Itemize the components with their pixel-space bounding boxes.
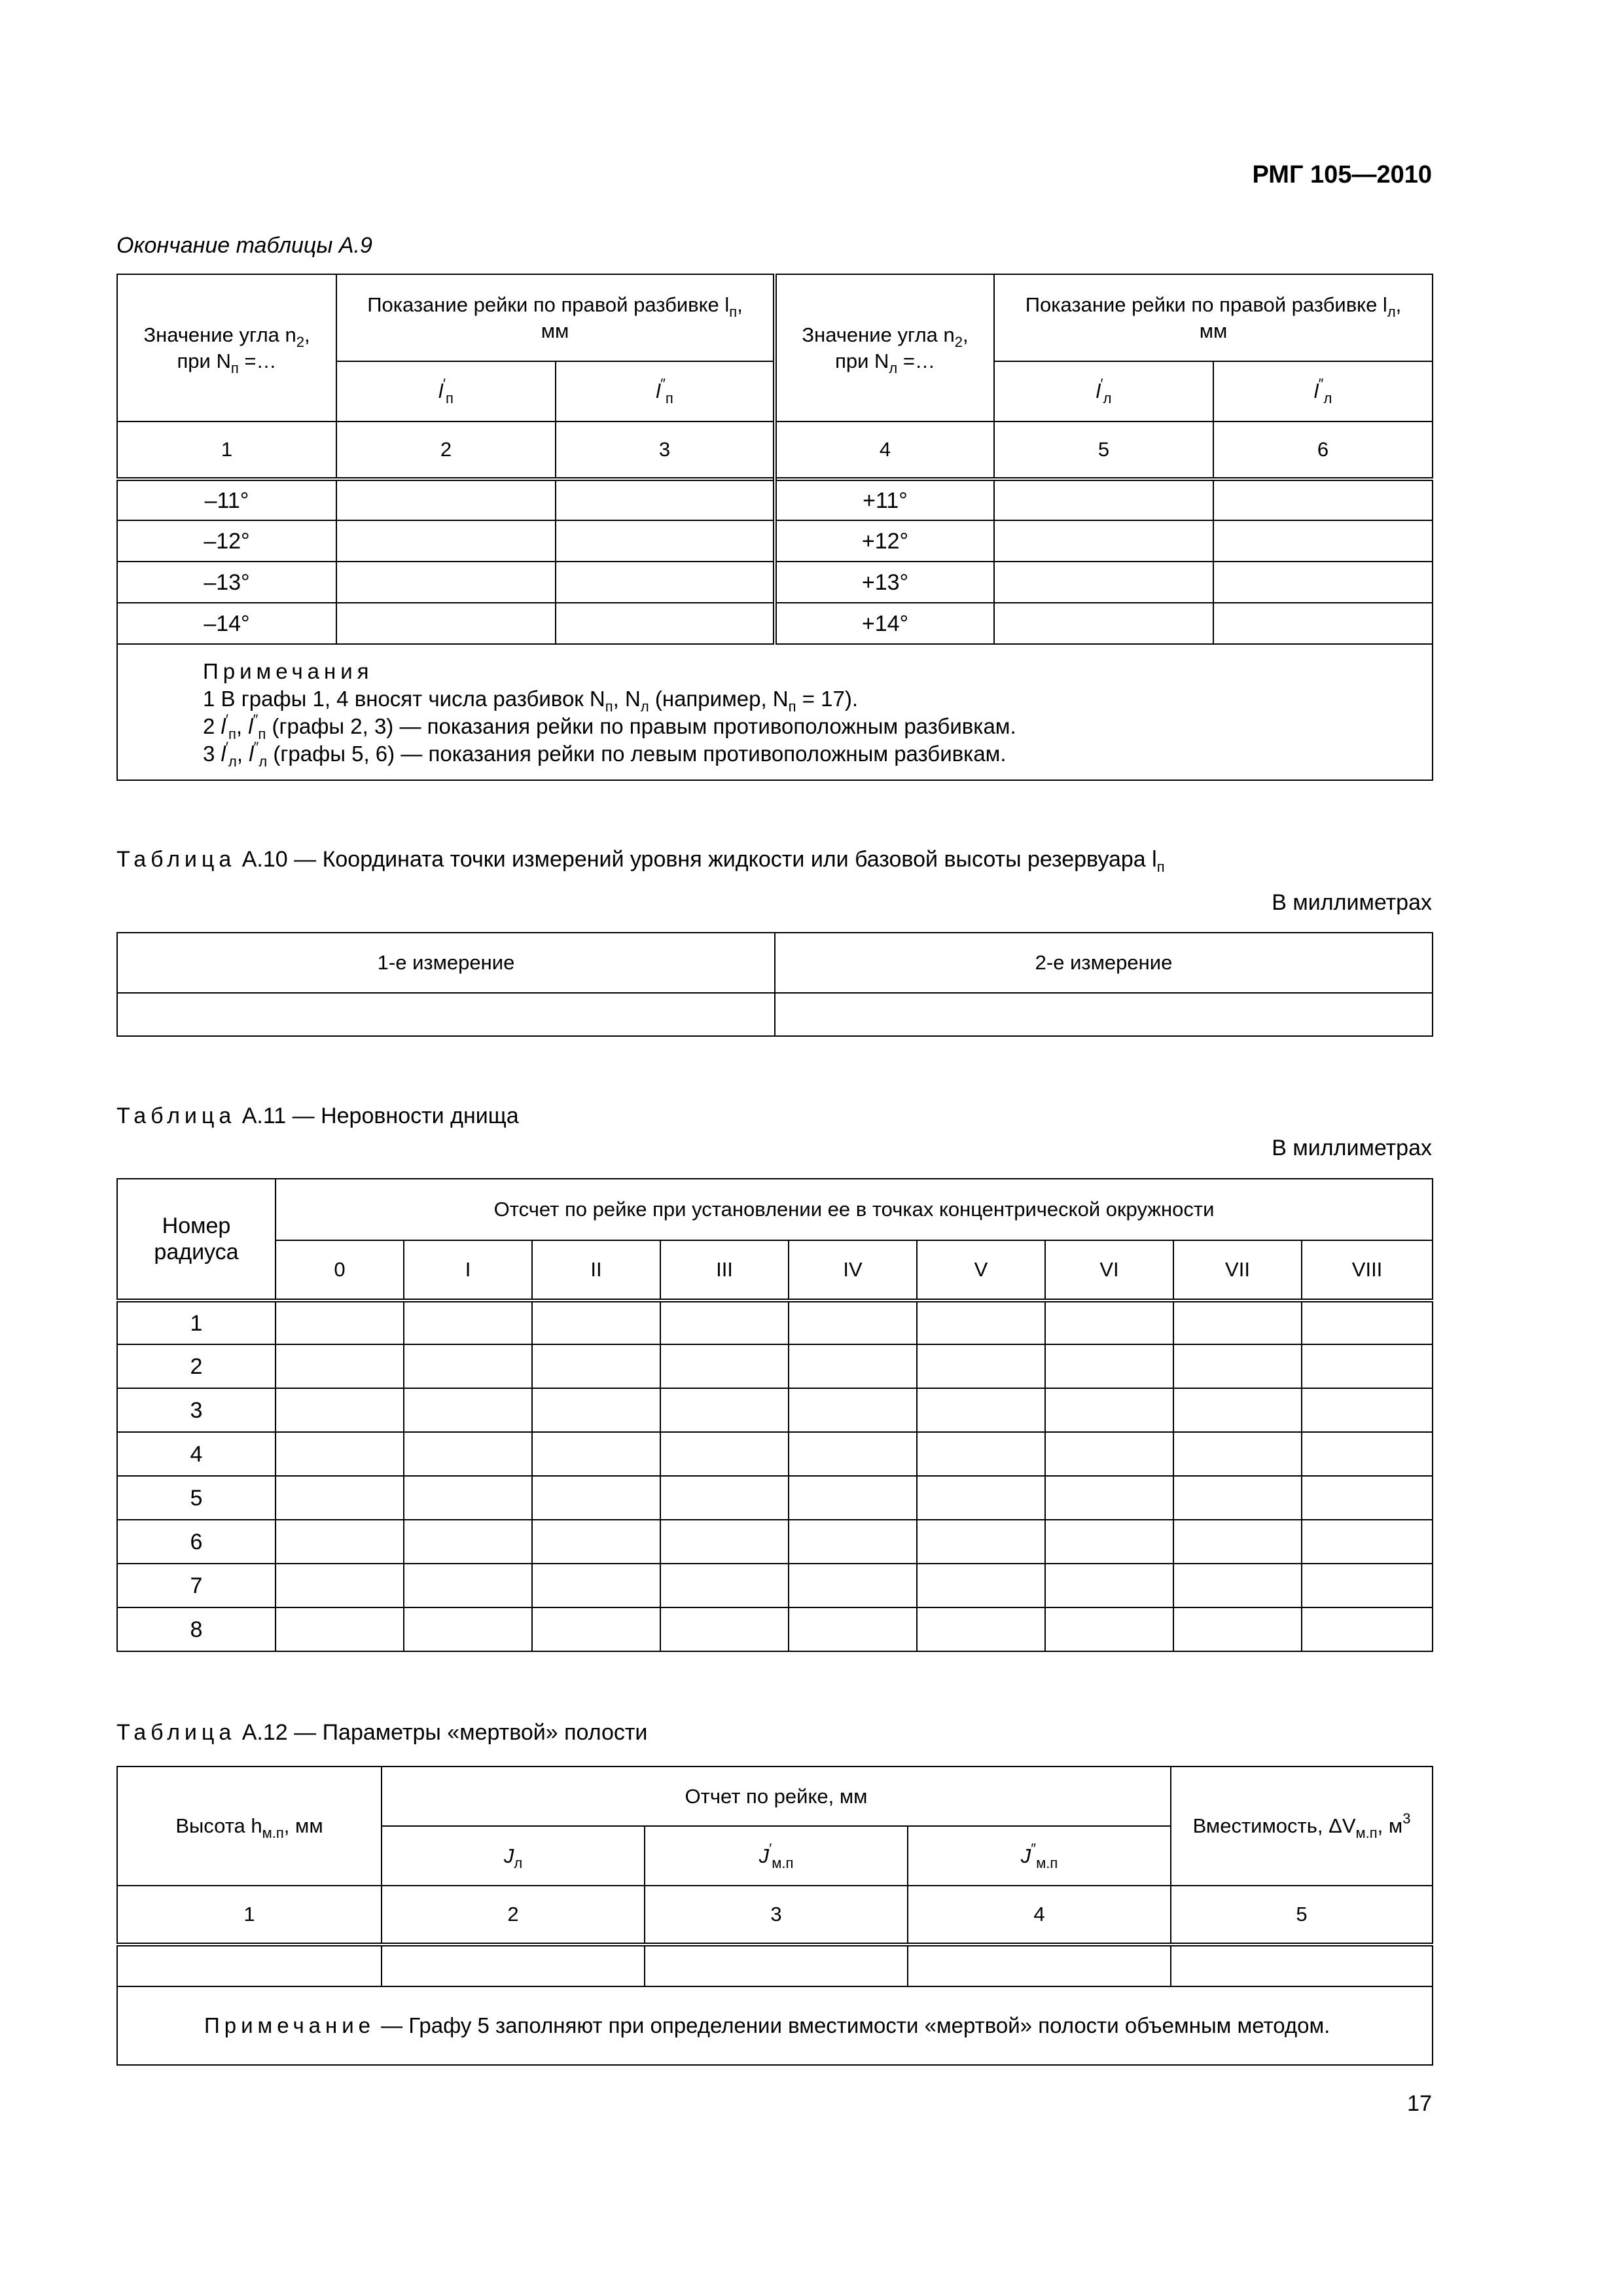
a11-cell: [789, 1520, 917, 1564]
a11-cell: [1302, 1607, 1433, 1651]
a11-cell: [1045, 1344, 1173, 1388]
a12-cell: [645, 1945, 908, 1986]
a9-angle-left: –14°: [117, 603, 336, 644]
a11-cell: [917, 1564, 1045, 1607]
a11-cell: [660, 1388, 789, 1432]
a11-radius-number: 5: [117, 1476, 276, 1520]
a11-cell: [1173, 1300, 1302, 1344]
a11-header-radius: Номер радиуса: [117, 1179, 276, 1300]
a11-cell: [1302, 1564, 1433, 1607]
a11-radius-number: 2: [117, 1344, 276, 1388]
a12-header-rail: Отчет по рейке, мм: [382, 1767, 1171, 1826]
a11-cell: [276, 1564, 404, 1607]
a11-cell: [1173, 1388, 1302, 1432]
a11-cell: [1045, 1607, 1173, 1651]
a12-col-number: 5: [1171, 1886, 1433, 1945]
a11-point-header: V: [917, 1240, 1045, 1300]
a11-cell: [789, 1564, 917, 1607]
a9-cell: [336, 479, 556, 520]
a11-cell: [1173, 1476, 1302, 1520]
a11-cell: [660, 1564, 789, 1607]
a11-cell: [404, 1607, 532, 1651]
table-a9-continuation-title: Окончание таблицы А.9: [116, 233, 372, 258]
a9-angle-left: –13°: [117, 562, 336, 603]
a11-cell: [1302, 1388, 1433, 1432]
a9-cell: [994, 520, 1213, 562]
a9-angle-right: +12°: [775, 520, 994, 562]
a11-point-header: IV: [789, 1240, 917, 1300]
a11-cell: [1045, 1300, 1173, 1344]
a11-cell: [276, 1432, 404, 1476]
note-3: 3 $l'_л$, $l''_л$ (графы 5, 6) — показания рейки по левым противоположным разбивкам.: [203, 739, 1007, 770]
table-a11: [116, 1178, 1433, 1652]
a12-col-number: 4: [908, 1886, 1171, 1945]
a11-cell: [917, 1607, 1045, 1651]
a9-cell: [994, 603, 1213, 644]
a11-cell: [789, 1432, 917, 1476]
a9-col-number: 2: [336, 422, 556, 479]
a11-header-group: Отсчет по рейке при установлении ее в точках концентрической окружности: [276, 1179, 1433, 1240]
table-row: [117, 1388, 1433, 1432]
a9-cell: [1213, 479, 1433, 520]
a9-subheader-lp1: $l'_п$: [336, 361, 556, 422]
a11-cell: [1045, 1432, 1173, 1476]
a10-header-second: 2-е измерение: [775, 933, 1433, 993]
a10-value-first: [117, 993, 775, 1036]
a11-cell: [917, 1520, 1045, 1564]
a9-cell: [1213, 520, 1433, 562]
a11-cell: [276, 1344, 404, 1388]
a11-cell: [660, 1476, 789, 1520]
table-row: [117, 603, 1433, 644]
a12-subheader-jl: $J_л$: [382, 1826, 645, 1886]
a11-cell: [276, 1388, 404, 1432]
a11-cell: [532, 1344, 660, 1388]
a11-point-header: I: [404, 1240, 532, 1300]
a11-cell: [1045, 1388, 1173, 1432]
a12-col-number: 3: [645, 1886, 908, 1945]
a11-cell: [404, 1344, 532, 1388]
a12-header-volume: Вместимость, $\Delta V_{м.п}$, $м^3$: [1171, 1767, 1433, 1886]
a11-cell: [1173, 1344, 1302, 1388]
a11-radius-number: 6: [117, 1520, 276, 1564]
a11-cell: [1302, 1520, 1433, 1564]
a11-cell: [532, 1564, 660, 1607]
a11-radius-number: 4: [117, 1432, 276, 1476]
a11-cell: [1173, 1520, 1302, 1564]
a11-cell: [1045, 1564, 1173, 1607]
document-code: РМГ 105—2010: [1252, 161, 1432, 188]
page-number: 17: [1407, 2091, 1432, 2116]
a11-cell: [917, 1388, 1045, 1432]
a9-col-number: 4: [775, 422, 994, 479]
a11-cell: [917, 1476, 1045, 1520]
a11-cell: [917, 1300, 1045, 1344]
a11-point-header: VIII: [1302, 1240, 1433, 1300]
a11-point-header: III: [660, 1240, 789, 1300]
a9-cell: [556, 562, 775, 603]
a12-cell: [117, 1945, 382, 1986]
a11-cell: [1173, 1432, 1302, 1476]
table-row: [117, 1300, 1433, 1344]
table-row: [117, 562, 1433, 603]
table-a10-units: В миллиметрах: [1272, 890, 1432, 915]
a11-cell: [789, 1388, 917, 1432]
table-a10-caption: Таблица А.10 — Координата точки измерений уровня жидкости или базовой высоты резервуара $l_п$: [116, 847, 1165, 875]
a12-header-height: Высота $h_{м.п}$, мм: [117, 1767, 382, 1886]
a12-subheader-jmp1: $J'_{м.п}$: [645, 1826, 908, 1886]
a9-col-number: 1: [117, 422, 336, 479]
a11-cell: [404, 1432, 532, 1476]
a11-cell: [276, 1520, 404, 1564]
table-a11-units: В миллиметрах: [1272, 1136, 1432, 1160]
a12-cell: [908, 1945, 1171, 1986]
notes-title: Примечания: [203, 659, 374, 683]
a11-cell: [917, 1432, 1045, 1476]
a11-cell: [404, 1476, 532, 1520]
a11-cell: [404, 1388, 532, 1432]
table-row: [117, 1564, 1433, 1607]
a9-subheader-ll1: $l'_л$: [994, 361, 1213, 422]
a11-cell: [532, 1300, 660, 1344]
table-row: [117, 1432, 1433, 1476]
table-row: [117, 520, 1433, 562]
a11-radius-number: 8: [117, 1607, 276, 1651]
a11-cell: [404, 1564, 532, 1607]
a11-cell: [404, 1300, 532, 1344]
a11-cell: [1045, 1520, 1173, 1564]
a11-cell: [532, 1476, 660, 1520]
a11-point-header: VI: [1045, 1240, 1173, 1300]
table-a9: [116, 274, 1433, 781]
a9-angle-right: +13°: [775, 562, 994, 603]
table-a12: [116, 1766, 1433, 2066]
a11-cell: [1302, 1476, 1433, 1520]
a11-cell: [276, 1607, 404, 1651]
a11-cell: [660, 1607, 789, 1651]
a12-cell: [382, 1945, 645, 1986]
a12-cell: [1171, 1945, 1433, 1986]
a9-header-angle-right: Значение угла $n_2$, при $N_л$ =…: [775, 274, 994, 422]
a11-radius-number: 3: [117, 1388, 276, 1432]
a10-value-second: [775, 993, 1433, 1036]
a9-cell: [994, 562, 1213, 603]
a11-cell: [660, 1432, 789, 1476]
a9-angle-left: –11°: [117, 479, 336, 520]
a9-cell: [556, 479, 775, 520]
a11-cell: [789, 1344, 917, 1388]
table-a10: [116, 932, 1433, 1037]
note-2: 2 $l'_п$, $l''_п$ (графы 2, 3) — показания рейки по правым противоположным разбивкам.: [203, 711, 1016, 742]
a9-col-number: 5: [994, 422, 1213, 479]
a11-cell: [532, 1432, 660, 1476]
a11-cell: [789, 1607, 917, 1651]
a11-radius-number: 1: [117, 1300, 276, 1344]
table-row: [117, 1945, 1433, 1986]
a11-cell: [1173, 1607, 1302, 1651]
a11-point-header: VII: [1173, 1240, 1302, 1300]
a9-subheader-ll2: $l''_л$: [1213, 361, 1433, 422]
a11-point-header: 0: [276, 1240, 404, 1300]
table-row: [117, 1344, 1433, 1388]
table-row: [117, 1476, 1433, 1520]
a9-header-rail-left: Показание рейки по правой разбивке $l_п$, мм: [336, 274, 775, 361]
a11-cell: [404, 1520, 532, 1564]
table-a11-caption: Таблица А.11 — Неровности днища: [116, 1103, 519, 1128]
a11-cell: [532, 1607, 660, 1651]
table-row: [117, 479, 1433, 520]
a10-header-first: 1-е измерение: [117, 933, 775, 993]
a9-cell: [336, 520, 556, 562]
a9-cell: [336, 562, 556, 603]
a9-angle-right: +14°: [775, 603, 994, 644]
a9-cell: [556, 520, 775, 562]
a12-subheader-jmp2: $J''_{м.п}$: [908, 1826, 1171, 1886]
a11-cell: [660, 1300, 789, 1344]
a9-cell: [1213, 562, 1433, 603]
a12-col-number: 1: [117, 1886, 382, 1945]
a9-angle-right: +11°: [775, 479, 994, 520]
a11-cell: [1045, 1476, 1173, 1520]
a9-cell: [336, 603, 556, 644]
a9-cell: [994, 479, 1213, 520]
table-a12-caption: Таблица А.12 — Параметры «мертвой» полости: [116, 1720, 648, 1745]
a9-angle-left: –12°: [117, 520, 336, 562]
a11-cell: [1302, 1344, 1433, 1388]
a9-cell: [1213, 603, 1433, 644]
a9-cell: [556, 603, 775, 644]
a11-cell: [1302, 1432, 1433, 1476]
a9-header-angle-left: Значение угла $n_2$, при $N_п$ =…: [117, 274, 336, 422]
a11-point-header: II: [532, 1240, 660, 1300]
a11-radius-number: 7: [117, 1564, 276, 1607]
a11-cell: [1173, 1564, 1302, 1607]
a11-cell: [276, 1476, 404, 1520]
a11-cell: [789, 1476, 917, 1520]
a11-cell: [660, 1344, 789, 1388]
note-1: 1 В графы 1, 4 вносят числа разбивок $N_п$, $N_л$ (например, $N_п = 17$).: [203, 687, 859, 715]
a11-cell: [789, 1300, 917, 1344]
a9-subheader-lp2: $l''_п$: [556, 361, 775, 422]
a12-col-number: 2: [382, 1886, 645, 1945]
a11-cell: [917, 1344, 1045, 1388]
a11-cell: [276, 1300, 404, 1344]
a9-col-number: 6: [1213, 422, 1433, 479]
a9-header-rail-right: Показание рейки по правой разбивке $l_л$, мм: [994, 274, 1433, 361]
a11-cell: [532, 1520, 660, 1564]
a9-notes: [117, 644, 1433, 780]
table-row: [117, 1607, 1433, 1651]
table-row: [117, 1520, 1433, 1564]
a12-note: Примечание — Графу 5 заполняют при определении вместимости «мертвой» полости объемным методом.: [117, 1986, 1433, 2065]
a11-cell: [532, 1388, 660, 1432]
a11-cell: [660, 1520, 789, 1564]
a11-cell: [1302, 1300, 1433, 1344]
a9-col-number: 3: [556, 422, 775, 479]
